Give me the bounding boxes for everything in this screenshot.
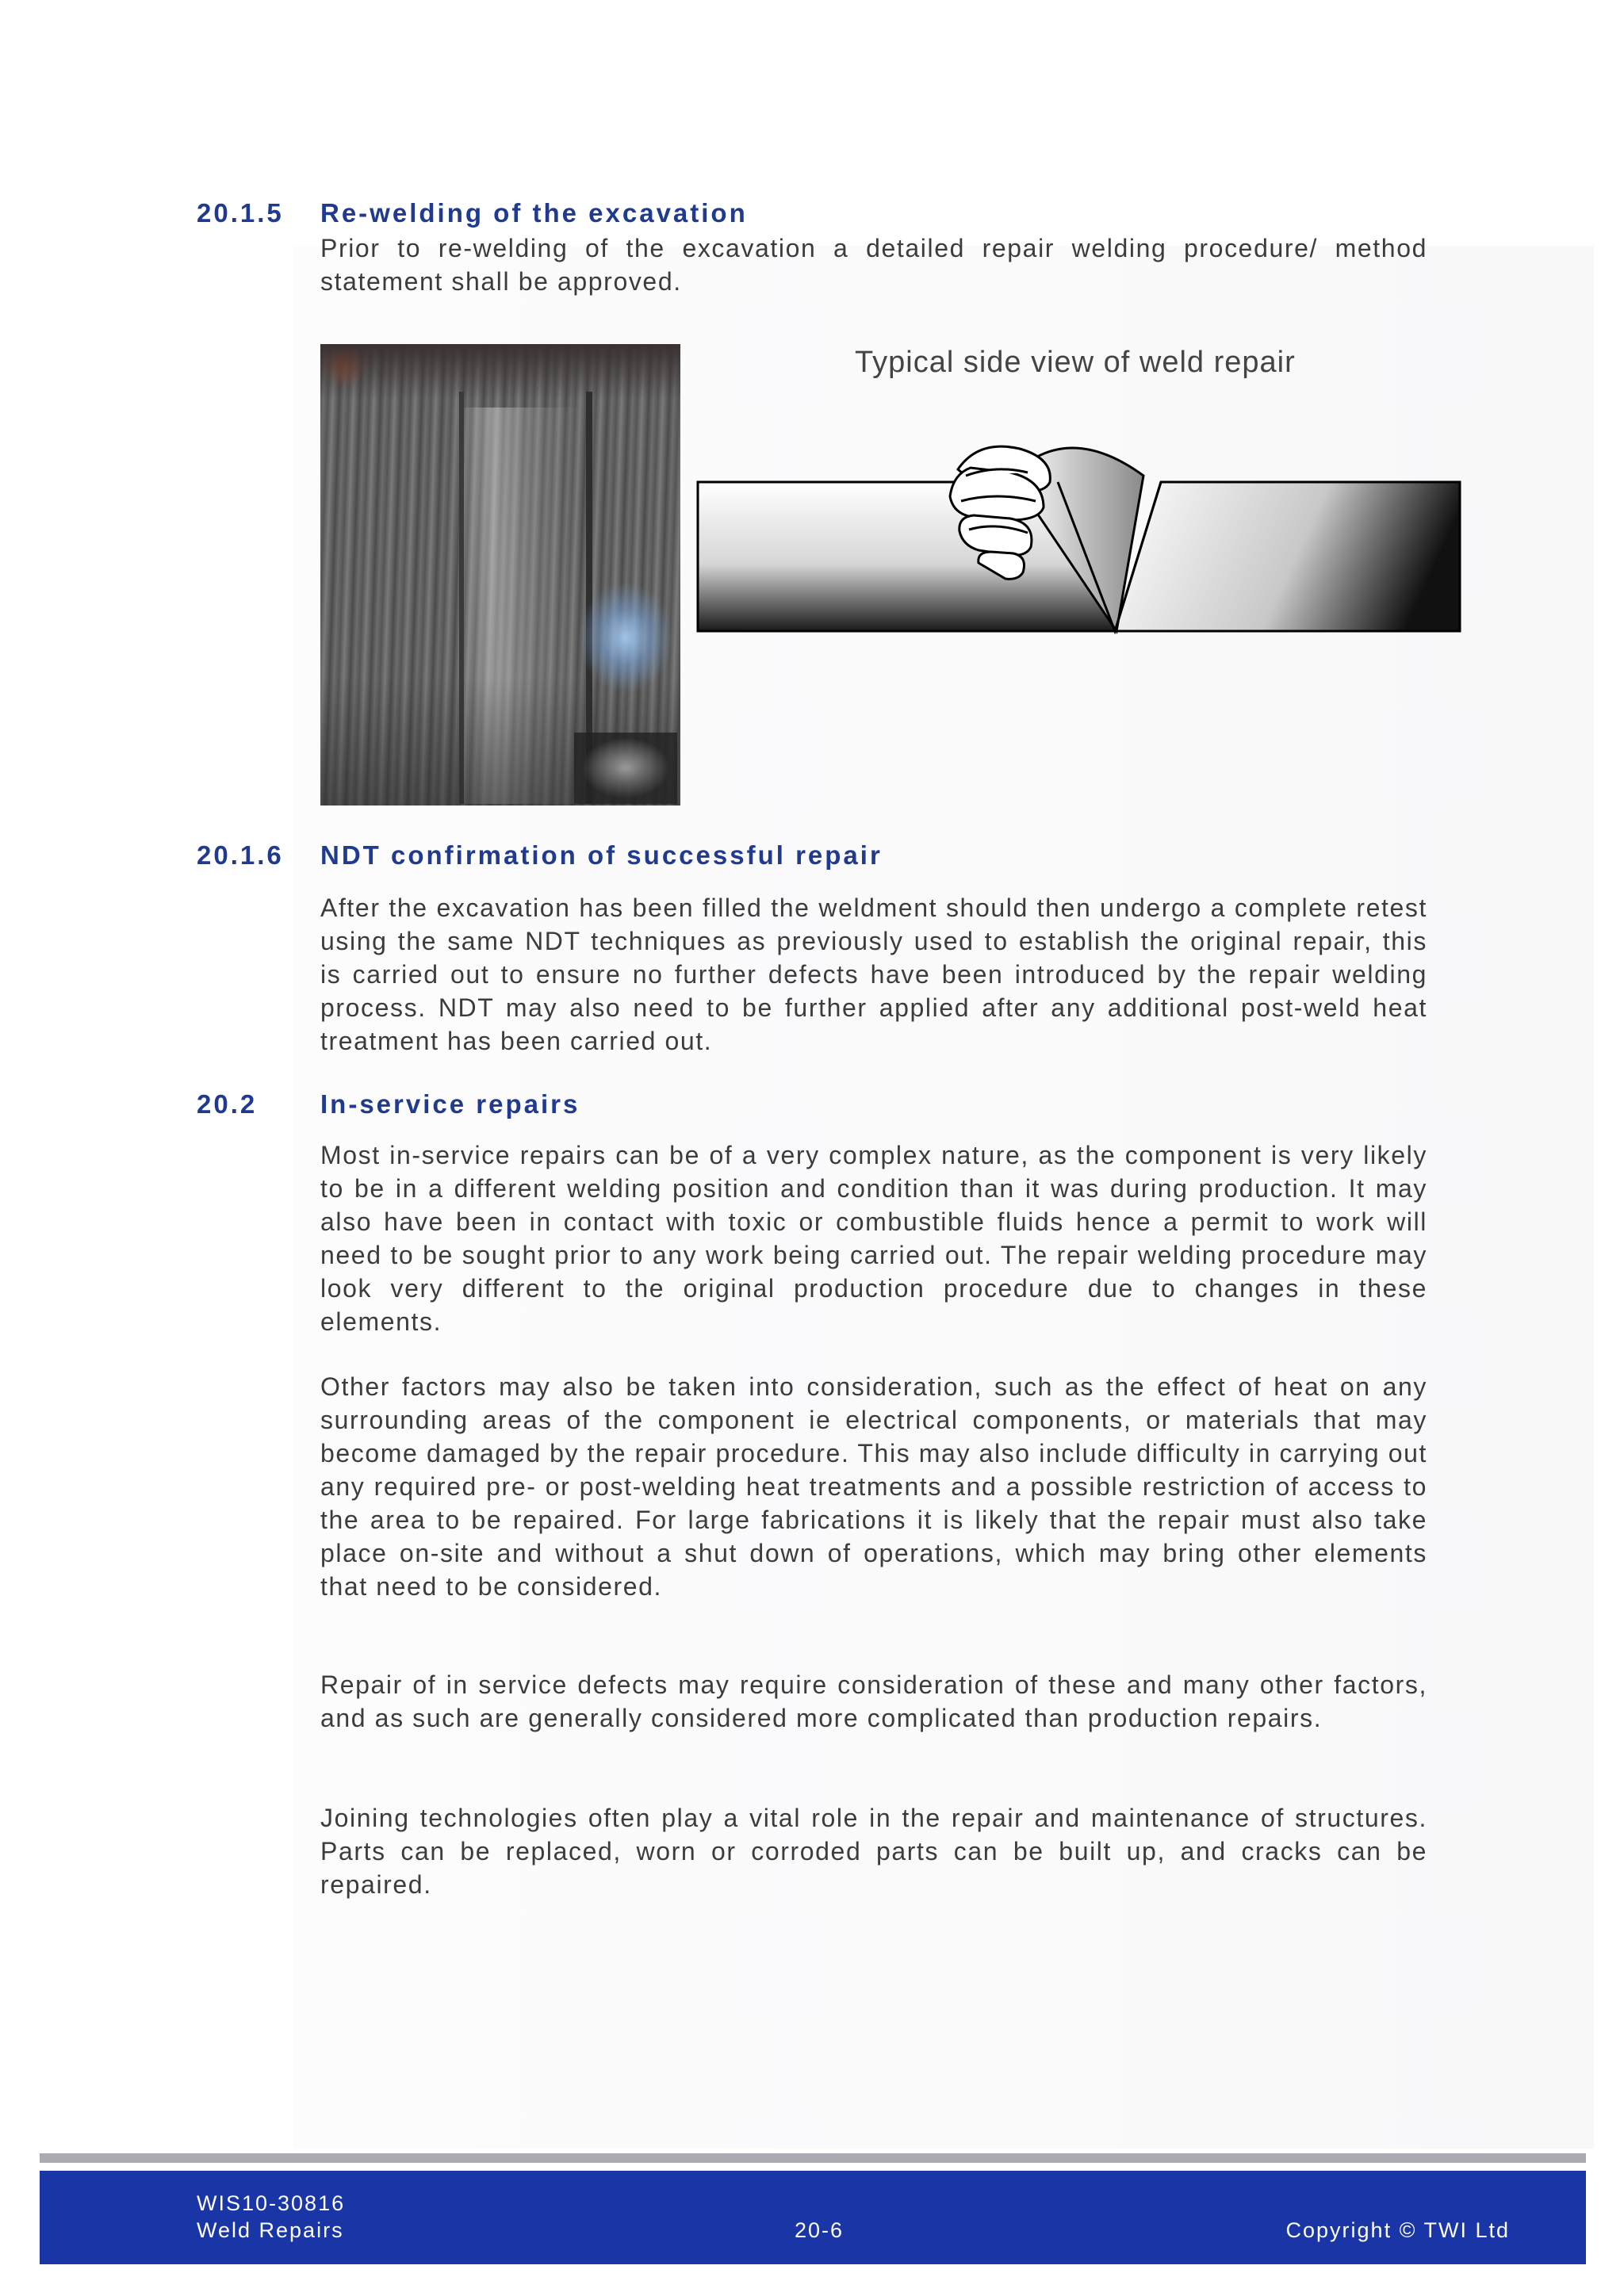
footer-page-number: 20-6 — [795, 2218, 845, 2242]
weld-repair-diagram — [695, 444, 1464, 634]
footer-copyright: Copyright © TWI Ltd — [1285, 2218, 1510, 2242]
paragraph-in-service-4: Joining technologies often play a vital role in the repair and maintenance of structures. Parts can be replaced, worn or corroded parts can be built up, and cracks can be repaired. — [320, 1804, 1427, 1899]
footer-divider — [40, 2153, 1586, 2163]
section-title: Re-welding of the excavation — [320, 198, 748, 228]
paragraph-in-service-3: Repair of in service defects may require consideration of these and many other factors, and as such are generally considered more complicated than production repairs. — [320, 1670, 1427, 1732]
page-footer — [40, 2171, 1586, 2264]
footer-doc-id: WIS10-30816 — [197, 2191, 346, 2215]
section-number: 20.1.6 — [197, 840, 284, 870]
section-title: NDT confirmation of successful repair — [320, 840, 883, 870]
paragraph-in-service-1: Most in-service repairs can be of a very complex nature, as the component is very likely to be in a different welding position and condition than it was during production. It may also have been in contact with toxic or combustible fluids hence a permit to work will need to be sought prior to any work being carried out. The repair welding procedure may look very different to the original production procedure due to changes in these elements. — [320, 1141, 1427, 1336]
footer-chapter: Weld Repairs — [197, 2218, 344, 2242]
paragraph-ndt-confirmation: After the excavation has been filled the weldment should then undergo a complete retest using the same NDT techniques as previously used to establish the original repair, this is carried out to ensure no further defects have been introduced by the repair welding process. NDT may also need to be further applied after any additional post-weld heat treatment has been carried out. — [320, 894, 1427, 1055]
figure-caption: Typical side view of weld repair — [855, 346, 1296, 379]
paragraph-in-service-2: Other factors may also be taken into consideration, such as the effect of heat on any surrounding areas of the component ie electrical components, or materials that may become damaged by the repair procedure. This may also include difficulty in carrying out any required pre- or post-welding heat treatments and a possible restriction of access to the area to be repaired. For large fabrications it is likely that the repair must also take place on-site and without a shut down of operations, which may bring other elements that need to be considered. — [320, 1372, 1427, 1601]
section-number: 20.1.5 — [197, 198, 284, 228]
section-number: 20.2 — [197, 1089, 258, 1119]
section-title: In-service repairs — [320, 1089, 580, 1119]
paragraph-rewelding: Prior to re-welding of the excavation a detailed repair welding procedure/ method statement shall be approved. — [320, 234, 1427, 296]
right-plate — [1115, 482, 1460, 631]
weld-repair-photo — [320, 344, 680, 806]
